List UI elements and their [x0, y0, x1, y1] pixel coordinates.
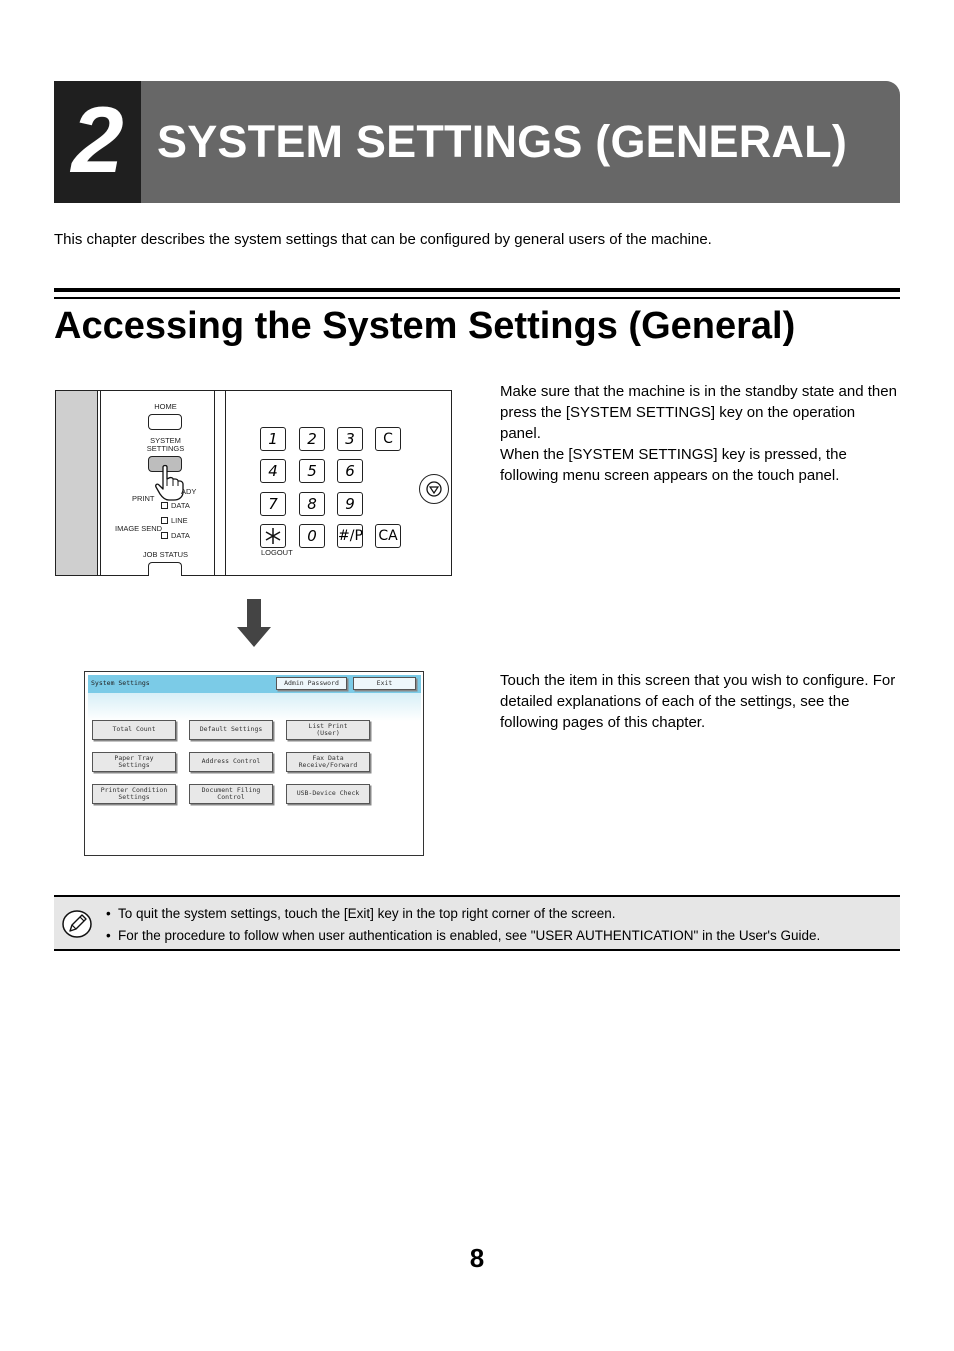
screen-title: System Settings [91, 679, 150, 687]
key-ca: CA [375, 524, 401, 548]
description-step-2 [500, 670, 910, 733]
asterisk-icon [261, 525, 285, 547]
data-label-1: DATA [171, 501, 190, 510]
key-4: 4 [260, 459, 286, 483]
key-hash-p: #/P [337, 524, 363, 548]
total-count-button[interactable]: Total Count [92, 720, 176, 740]
home-label: HOME [154, 402, 177, 411]
system-settings-label-1: SYSTEM [150, 436, 181, 445]
image-send-label: IMAGE SEND [115, 524, 163, 533]
screen-title-bar [88, 675, 421, 693]
paper-tray-settings-button[interactable]: Paper Tray Settings [92, 752, 176, 772]
data-led-1 [161, 502, 168, 509]
document-filing-control-button[interactable]: Document Filing Control [189, 784, 273, 804]
ready-label: ADY [181, 487, 197, 496]
section-title: Accessing the System Settings (General) [54, 305, 796, 347]
screen-header-gradient [88, 693, 421, 721]
panel-side-strip [56, 391, 98, 575]
data-led-2 [161, 532, 168, 539]
key-3: 3 [337, 427, 363, 451]
exit-button[interactable]: Exit [353, 677, 416, 690]
job-status-key [148, 562, 182, 576]
page-number: 8 [469, 1243, 485, 1273]
list-print-user-button[interactable]: List Print (User) [286, 720, 370, 740]
chapter-number-box [54, 81, 141, 203]
section-rule-thick [54, 288, 900, 292]
asterisk-key [260, 524, 286, 548]
key-c: C [375, 427, 401, 451]
data-label-2: DATA [171, 531, 190, 540]
system-settings-label-2: SETTINGS [146, 444, 185, 453]
chapter-number: 2 [71, 87, 124, 192]
key-0: 0 [299, 524, 325, 548]
pencil-note-icon [61, 909, 93, 939]
pointing-hand-icon [153, 464, 187, 502]
note-item-2: • For the procedure to follow when user authentication is enabled, see "USER AUTHENTICATION" in the User's Guide. [106, 925, 820, 947]
note-item-1: • To quit the system settings, touch the [Exit] key in the top right corner of the screen. [106, 903, 820, 925]
usb-device-check-button[interactable]: USB-Device Check [286, 784, 370, 804]
fax-data-receive-forward-button[interactable]: Fax Data Receive/Forward [286, 752, 370, 772]
description-step-1-p2: When the [SYSTEM SETTINGS] key is pressed, the following menu screen appears on the touch panel. [500, 446, 847, 484]
home-key [148, 414, 182, 430]
logout-label: LOGOUT [261, 548, 293, 557]
section-rule-thin [54, 297, 900, 299]
stop-icon [420, 475, 448, 503]
chapter-title: SYSTEM SETTINGS (GENERAL) [157, 116, 848, 167]
default-settings-button[interactable]: Default Settings [189, 720, 273, 740]
admin-password-button[interactable]: Admin Password [276, 677, 347, 690]
printer-condition-settings-button[interactable]: Printer Condition Settings [92, 784, 176, 804]
stop-key [419, 474, 449, 504]
panel-divider [214, 391, 226, 575]
line-label: LINE [171, 516, 188, 525]
touch-panel-screen [84, 671, 424, 856]
key-9: 9 [337, 492, 363, 516]
line-led [161, 517, 168, 524]
note-box [54, 895, 900, 951]
key-5: 5 [299, 459, 325, 483]
note-list [106, 903, 820, 947]
print-label: PRINT [132, 494, 155, 503]
panel-side-edge [98, 391, 101, 575]
job-status-label: JOB STATUS [142, 550, 189, 559]
description-step-1-p1: Make sure that the machine is in the standby state and then press the [SYSTEM SETTINGS] key on the operation panel. [500, 383, 897, 442]
key-8: 8 [299, 492, 325, 516]
operation-panel-illustration [55, 390, 452, 576]
address-control-button[interactable]: Address Control [189, 752, 273, 772]
key-7: 7 [260, 492, 286, 516]
description-step-2-p1: Touch the item in this screen that you wish to configure. For detailed explanations of each of the settings, see the following pages of this chapter. [500, 672, 896, 731]
description-step-1 [500, 381, 900, 486]
key-2: 2 [299, 427, 325, 451]
key-1: 1 [260, 427, 286, 451]
intro-text: This chapter describes the system settings that can be configured by general users of the machine. [54, 231, 712, 248]
arrow-down-icon [237, 599, 271, 647]
key-6: 6 [337, 459, 363, 483]
